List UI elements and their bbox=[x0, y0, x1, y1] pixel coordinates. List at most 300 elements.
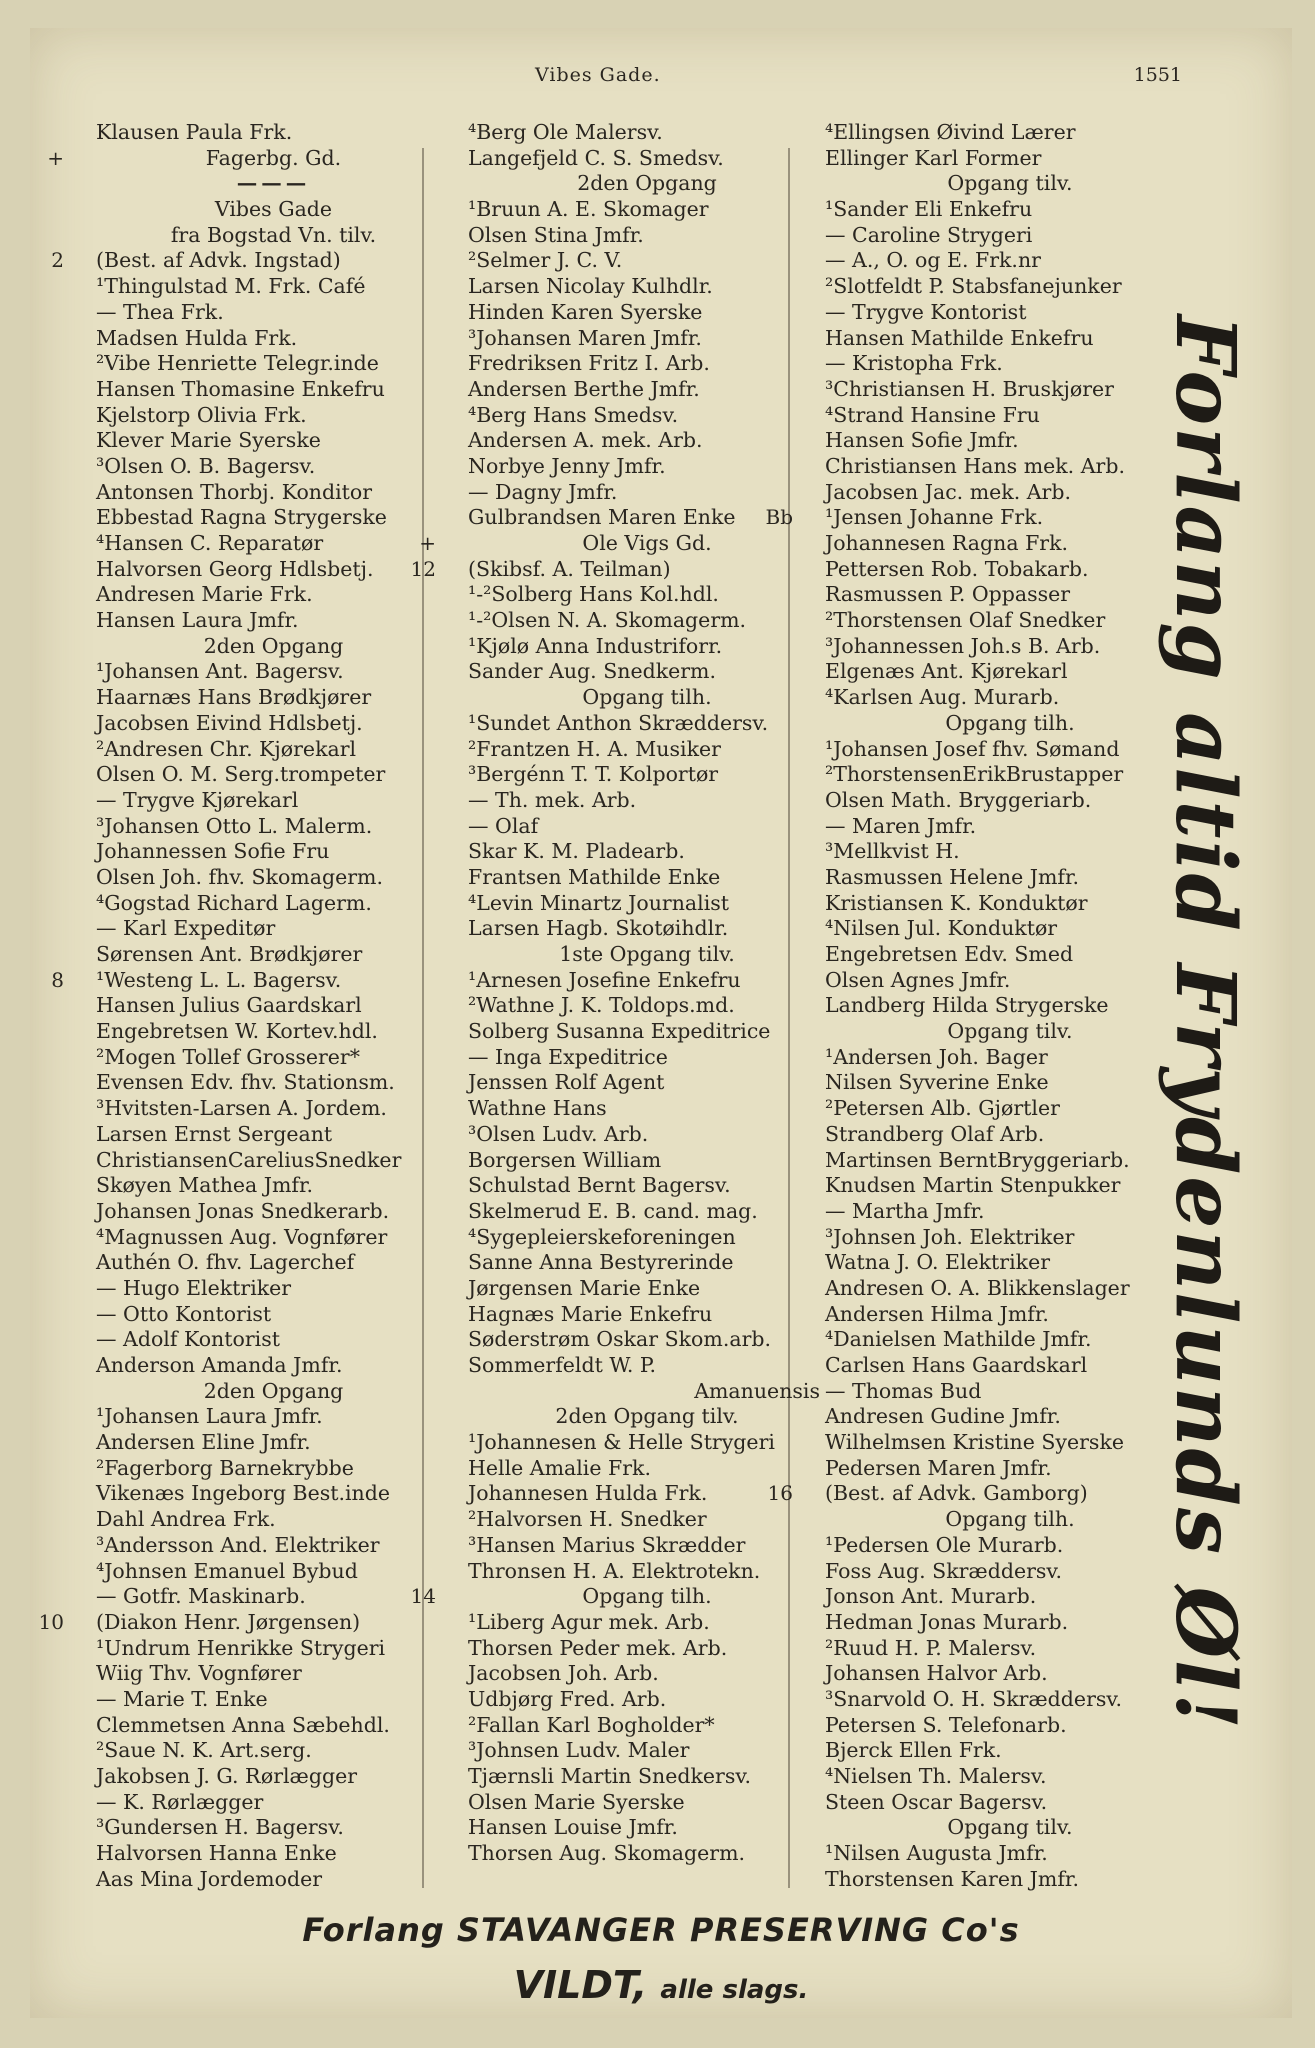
directory-entry-text: Wiig Thv. Vognfører bbox=[96, 1661, 302, 1686]
directory-entry-text: Fredriksen Fritz I. Arb. bbox=[468, 351, 710, 376]
directory-entry bbox=[438, 1559, 826, 1585]
directory-entry-text: — A., O. og E. Frk.nr bbox=[825, 248, 1041, 273]
directory-entry-text: Vikenæs Ingeborg Best.inde bbox=[96, 1481, 391, 1506]
directory-entry-text: — Maren Jmfr. bbox=[825, 813, 977, 838]
directory-entry-text: — Karl Expeditør bbox=[96, 916, 276, 941]
directory-entry-text: Hagnæs Marie Enkefru bbox=[468, 1301, 713, 1326]
directory-entry-text: Authén O. fhv. Lagerchef bbox=[96, 1250, 355, 1275]
directory-entry-text: Andersen Eline Jmfr. bbox=[96, 1430, 311, 1455]
directory-entry bbox=[438, 1661, 826, 1687]
directory-entry-text: Olsen O. M. Serg.trompeter bbox=[96, 762, 386, 787]
cross-street-marker: + bbox=[419, 531, 436, 555]
directory-entry-text: Opgang tilh. bbox=[582, 1584, 712, 1609]
directory-entry bbox=[795, 634, 1195, 660]
directory-entry-text: — Dagny Jmfr. bbox=[468, 479, 618, 504]
directory-entry-text: Knudsen Martin Stenpukker bbox=[825, 1173, 1121, 1198]
directory-entry-text: Kristiansen K. Konduktør bbox=[825, 890, 1088, 915]
directory-entry-text: Hansen Laura Jmfr. bbox=[96, 608, 299, 633]
directory-entry-text: Hansen Julius Gaardskarl bbox=[96, 993, 362, 1018]
directory-entry-text: Sørensen Ant. Brødkjører bbox=[96, 942, 363, 966]
directory-entry bbox=[66, 351, 451, 377]
house-number: 16 bbox=[767, 1481, 793, 1506]
directory-entry bbox=[795, 1815, 1195, 1841]
directory-entry-text: — Martha Jmfr. bbox=[825, 1198, 985, 1223]
directory-entry bbox=[438, 1122, 826, 1148]
directory-entry-text: ²Andresen Chr. Kjørekarl bbox=[96, 736, 357, 761]
directory-entry bbox=[795, 865, 1195, 891]
directory-entry bbox=[795, 993, 1195, 1019]
directory-entry bbox=[438, 1533, 826, 1559]
directory-entry-text: Carlsen Hans Gaardskarl bbox=[825, 1353, 1088, 1377]
directory-column-3 bbox=[765, 120, 1195, 1892]
directory-entry-text: — Th. mek. Arb. bbox=[468, 787, 637, 812]
directory-entry-text: ²Halvorsen H. Snedker bbox=[468, 1507, 707, 1532]
directory-entry-text: Frantsen Mathilde Enke bbox=[468, 864, 721, 889]
directory-entry bbox=[66, 300, 451, 326]
directory-entry bbox=[438, 1815, 826, 1841]
directory-entry-text: ⁴Berg Ole Malersv. bbox=[468, 120, 663, 144]
directory-entry bbox=[438, 1276, 826, 1302]
directory-entry bbox=[795, 711, 1195, 737]
directory-entry bbox=[66, 223, 451, 249]
cross-street-marker: + bbox=[47, 145, 64, 170]
directory-entry-text: Søderstrøm Oskar Skom.arb. bbox=[468, 1327, 772, 1352]
directory-entry-text: Engebretsen W. Kortev.hdl. bbox=[96, 1019, 378, 1044]
directory-entry-text: Hansen Louise Jmfr. bbox=[468, 1815, 678, 1840]
directory-entry bbox=[438, 685, 826, 711]
directory-entry-text: ³Johnsen Ludv. Maler bbox=[468, 1738, 690, 1763]
directory-entry-text: ⁴Karlsen Aug. Murarb. bbox=[825, 685, 1060, 710]
directory-entry bbox=[438, 1404, 826, 1430]
directory-entry bbox=[66, 608, 451, 634]
directory-entry bbox=[66, 531, 451, 557]
directory-entry-text: — Adolf Kontorist bbox=[96, 1327, 280, 1352]
directory-entry-text: ³Christiansen H. Bruskjører bbox=[825, 376, 1114, 401]
directory-entry bbox=[795, 1379, 1195, 1405]
directory-entry bbox=[795, 120, 1195, 146]
directory-entry-text: ²Petersen Alb. Gjørtler bbox=[825, 1096, 1060, 1121]
directory-entry bbox=[66, 891, 451, 917]
directory-entry-text: Skar K. M. Pladearb. bbox=[468, 839, 685, 864]
directory-entry bbox=[66, 274, 451, 300]
directory-entry-text: ChristiansenCareliusSnedker bbox=[96, 1147, 402, 1172]
directory-entry bbox=[66, 1122, 451, 1148]
directory-entry-text: Johansen Halvor Arb. bbox=[825, 1661, 1048, 1686]
directory-entry bbox=[66, 762, 451, 788]
directory-entry-text: Jacobsen Eivind Hdlsbetj. bbox=[96, 710, 363, 735]
directory-entry bbox=[795, 274, 1195, 300]
directory-entry-text: Borgersen William bbox=[468, 1147, 662, 1172]
directory-entry-text: Skelmerud E. B. cand. mag. bbox=[468, 1198, 758, 1223]
directory-entry-text: Opgang tilv. bbox=[947, 1019, 1073, 1044]
directory-entry bbox=[66, 1276, 451, 1302]
directory-entry-text: 2den Opgang bbox=[203, 633, 344, 658]
directory-entry-text: Larsen Ernst Sergeant bbox=[96, 1121, 333, 1146]
directory-entry-text: ⁴Strand Hansine Fru bbox=[825, 402, 1040, 427]
directory-entry-text: ⁴Sygepleierskeforeningen bbox=[468, 1224, 736, 1249]
directory-entry-text: ³Gundersen H. Bagersv. bbox=[96, 1815, 344, 1840]
directory-entry-text: ³Olsen Ludv. Arb. bbox=[468, 1121, 649, 1146]
directory-entry bbox=[66, 634, 451, 660]
directory-entry bbox=[66, 1327, 451, 1353]
directory-entry bbox=[66, 1173, 451, 1199]
directory-entry bbox=[438, 1353, 826, 1379]
directory-entry-text: ⁴Ellingsen Øivind Lærer bbox=[825, 120, 1076, 144]
directory-entry bbox=[795, 1199, 1195, 1225]
directory-entry-text: Elgenæs Ant. Kjørekarl bbox=[825, 659, 1068, 684]
directory-entry-text: ¹Johansen Ant. Bagersv. bbox=[96, 659, 344, 684]
directory-entry-text: Nilsen Syverine Enke bbox=[825, 1070, 1049, 1095]
directory-entry-text: Johannessen Sofie Fru bbox=[96, 839, 330, 864]
directory-entry-text: ¹Bruun A. E. Skomager bbox=[468, 197, 709, 222]
directory-entry bbox=[66, 993, 451, 1019]
directory-entry-text: — Trygve Kontorist bbox=[825, 299, 1027, 324]
directory-entry bbox=[795, 403, 1195, 429]
directory-entry-text: (Diakon Henr. Jørgensen) bbox=[96, 1609, 361, 1634]
directory-entry-text: Gulbrandsen Maren Enke bbox=[468, 505, 736, 530]
directory-entry-text: ²Fallan Karl Bogholder* bbox=[468, 1712, 715, 1737]
directory-entry bbox=[795, 171, 1195, 197]
directory-entry-text: Solberg Susanna Expeditrice bbox=[468, 1019, 771, 1044]
directory-entry bbox=[66, 1250, 451, 1276]
directory-entry bbox=[438, 993, 826, 1019]
directory-entry-text: Rasmussen Helene Jmfr. bbox=[825, 864, 1080, 889]
page-number: 1551 bbox=[1133, 64, 1182, 86]
directory-entry bbox=[66, 942, 451, 968]
directory-entry bbox=[795, 814, 1195, 840]
directory-entry-text: Watna J. O. Elektriker bbox=[825, 1250, 1051, 1275]
directory-entry bbox=[438, 197, 826, 223]
directory-entry-text: — Caroline Strygeri bbox=[825, 222, 1033, 247]
directory-entry-text: ⁴Hansen C. Reparatør bbox=[96, 531, 324, 555]
directory-entry bbox=[438, 788, 826, 814]
directory-entry bbox=[438, 120, 826, 146]
directory-entry-text: — Trygve Kjørekarl bbox=[96, 787, 299, 812]
directory-entry bbox=[66, 1636, 451, 1662]
directory-entry-text: Andersen Hilma Jmfr. bbox=[825, 1301, 1049, 1326]
directory-entry-text: Kjelstorp Olivia Frk. bbox=[96, 402, 307, 427]
directory-entry-text: ³Hvitsten-Larsen A. Jordem. bbox=[96, 1096, 387, 1121]
directory-entry-text: Olsen Stina Jmfr. bbox=[468, 222, 644, 247]
directory-entry-text: Jonson Ant. Murarb. bbox=[825, 1584, 1037, 1609]
directory-entry-text: Olsen Math. Bryggeriarb. bbox=[825, 787, 1092, 812]
directory-entry-text: Thronsen H. A. Elektrotekn. bbox=[468, 1558, 761, 1583]
directory-entry bbox=[438, 274, 826, 300]
directory-entry bbox=[795, 146, 1195, 172]
directory-entry-text: ¹Kjølø Anna Industriforr. bbox=[468, 633, 723, 658]
directory-entry-text: ¹Johansen Laura Jmfr. bbox=[96, 1404, 323, 1429]
directory-entry-text: ²Vibe Henriette Telegr.inde bbox=[96, 351, 379, 376]
directory-entry bbox=[410, 556, 826, 583]
directory-entry bbox=[795, 608, 1195, 634]
directory-entry bbox=[438, 1610, 826, 1636]
directory-entry-text: Andersen A. mek. Arb. bbox=[468, 428, 703, 453]
directory-entry-text: Helle Amalie Frk. bbox=[468, 1455, 651, 1480]
street-title: Vibes Gade. bbox=[535, 64, 661, 86]
directory-entry-text: (Skibsf. A. Teilman) bbox=[468, 556, 671, 581]
directory-entry-text: Opgang tilh. bbox=[945, 710, 1075, 735]
bottom-advertisement-small: alle slags. bbox=[660, 1975, 809, 2005]
directory-entry-text: ³Hansen Marius Skrædder bbox=[468, 1532, 746, 1557]
directory-entry bbox=[438, 608, 826, 634]
directory-entry bbox=[795, 1559, 1195, 1585]
directory-entry-text: ²Ruud H. P. Malersv. bbox=[825, 1635, 1037, 1660]
directory-entry-text: (Best. af Advk. Gamborg) bbox=[825, 1481, 1088, 1506]
directory-entry bbox=[438, 171, 826, 197]
bottom-advertisement-line1: Forlang STAVANGER PRESERVING Co's bbox=[302, 1911, 1020, 1949]
directory-entry-text: Ole Vigs Gd. bbox=[582, 531, 712, 555]
directory-entry-text: Ellinger Karl Former bbox=[825, 145, 1042, 170]
directory-entry-text: Hedman Jonas Murarb. bbox=[825, 1609, 1069, 1634]
directory-entry bbox=[795, 582, 1195, 608]
directory-entry bbox=[66, 711, 451, 737]
directory-entry bbox=[795, 968, 1195, 994]
directory-entry-text: — Thomas Bud bbox=[825, 1378, 982, 1403]
directory-entry bbox=[438, 1636, 826, 1662]
directory-entry bbox=[438, 659, 826, 685]
directory-entry bbox=[66, 1430, 451, 1456]
directory-entry-text: ¹Westeng L. L. Bagersv. bbox=[96, 967, 342, 992]
directory-entry-text: — Kristopha Frk. bbox=[825, 351, 1003, 376]
directory-entry bbox=[66, 839, 451, 865]
directory-entry bbox=[438, 1045, 826, 1071]
directory-entry bbox=[795, 1687, 1195, 1713]
directory-entry-text: ³Johansen Maren Jmfr. bbox=[468, 325, 702, 350]
directory-entry bbox=[438, 737, 826, 763]
house-number: 14 bbox=[410, 1584, 436, 1609]
directory-entry-text: Strandberg Olaf Arb. bbox=[825, 1121, 1045, 1146]
directory-entry-text: ³Andersson And. Elektriker bbox=[96, 1532, 380, 1557]
directory-entry-text: — K. Rørlægger bbox=[96, 1789, 264, 1814]
directory-entry bbox=[66, 1379, 451, 1405]
directory-entry bbox=[438, 1456, 826, 1482]
directory-entry bbox=[795, 788, 1195, 814]
directory-entry bbox=[795, 1636, 1195, 1662]
directory-entry bbox=[795, 1019, 1195, 1045]
directory-entry-text: Hansen Mathilde Enkefru bbox=[825, 325, 1094, 350]
directory-entry bbox=[66, 1841, 451, 1867]
directory-entry bbox=[66, 582, 451, 608]
directory-entry bbox=[438, 1225, 826, 1251]
directory-entry-text: Klever Marie Syerske bbox=[96, 428, 321, 453]
directory-entry bbox=[66, 377, 451, 403]
directory-entry-text: ⁴Johnsen Emanuel Bybud bbox=[96, 1558, 358, 1583]
directory-entry-text: ⁴Nielsen Th. Malersv. bbox=[825, 1764, 1047, 1788]
directory-entry bbox=[438, 377, 826, 403]
directory-entry bbox=[438, 839, 826, 865]
directory-entry bbox=[66, 1738, 451, 1764]
directory-entry-text: Amanuensis bbox=[694, 1378, 820, 1403]
directory-entry bbox=[66, 1456, 451, 1482]
directory-entry bbox=[438, 634, 826, 660]
directory-entry-text: ³Johnsen Joh. Elektriker bbox=[825, 1224, 1075, 1249]
directory-entry bbox=[795, 1173, 1195, 1199]
directory-entry-text: ¹Pedersen Ole Murarb. bbox=[825, 1532, 1064, 1557]
directory-entry-text: Opgang tilh. bbox=[945, 1507, 1075, 1532]
directory-entry-text: Olsen Agnes Jmfr. bbox=[825, 967, 1011, 992]
directory-entry-text: Andersen Berthe Jmfr. bbox=[468, 376, 700, 401]
directory-entry-text: ²Wathne J. K. Toldops.md. bbox=[468, 993, 735, 1018]
directory-entry bbox=[66, 326, 451, 352]
directory-entry-text: Thorsen Aug. Skomagerm. bbox=[468, 1841, 746, 1866]
directory-entry-text: Opgang tilv. bbox=[947, 171, 1073, 196]
directory-entry bbox=[795, 762, 1195, 788]
directory-entry-text: Aas Mina Jordemoder bbox=[96, 1866, 323, 1891]
directory-entry-text: Olsen Joh. fhv. Skomagerm. bbox=[96, 864, 383, 889]
directory-column-1 bbox=[38, 120, 451, 1892]
directory-entry-text: ⁴Berg Hans Smedsv. bbox=[468, 402, 679, 427]
directory-entry-text: ¹-²Olsen N. A. Skomagerm. bbox=[468, 608, 747, 633]
directory-entry bbox=[66, 865, 451, 891]
directory-entry-text: Rasmussen P. Oppasser bbox=[825, 582, 1071, 607]
directory-entry bbox=[795, 1584, 1195, 1610]
directory-entry bbox=[438, 865, 826, 891]
directory-entry bbox=[66, 1507, 451, 1533]
house-number: Bb bbox=[765, 505, 793, 530]
directory-entry-text: Opgang tilh. bbox=[582, 685, 712, 710]
directory-entry bbox=[66, 1713, 451, 1739]
directory-entry bbox=[438, 351, 826, 377]
directory-entry bbox=[438, 1430, 826, 1456]
directory-entry bbox=[66, 1559, 451, 1585]
directory-entry-text: ³Olsen O. B. Bagersv. bbox=[96, 453, 316, 478]
directory-entry-text: Olsen Marie Syerske bbox=[468, 1789, 685, 1814]
directory-entry bbox=[66, 1687, 451, 1713]
directory-entry-text: Sanne Anna Bestyrerinde bbox=[468, 1250, 734, 1275]
directory-entry bbox=[438, 814, 826, 840]
directory-entry bbox=[795, 351, 1195, 377]
directory-entry bbox=[66, 1096, 451, 1122]
directory-entry bbox=[66, 557, 451, 583]
directory-entry bbox=[795, 1841, 1195, 1867]
directory-entry bbox=[66, 1790, 451, 1816]
directory-entry bbox=[795, 942, 1195, 968]
directory-entry-text: ³Bergénn T. T. Kolportør bbox=[468, 762, 719, 787]
directory-entry bbox=[66, 1764, 451, 1790]
directory-entry bbox=[795, 531, 1195, 557]
directory-entry bbox=[795, 300, 1195, 326]
directory-entry bbox=[66, 788, 451, 814]
directory-entry bbox=[66, 428, 451, 454]
directory-entry bbox=[795, 1661, 1195, 1687]
directory-entry bbox=[795, 1713, 1195, 1739]
directory-entry bbox=[66, 1302, 451, 1328]
directory-entry bbox=[438, 1379, 826, 1405]
directory-entry bbox=[66, 659, 451, 685]
directory-entry-text: Bjerck Ellen Frk. bbox=[825, 1738, 1002, 1763]
directory-entry bbox=[66, 171, 451, 197]
directory-entry-text: Wathne Hans bbox=[468, 1096, 607, 1121]
house-number: 8 bbox=[51, 967, 64, 992]
directory-entry bbox=[795, 428, 1195, 454]
directory-entry-text: ²Fagerborg Barnekrybbe bbox=[96, 1455, 354, 1480]
directory-entry-text: ¹Liberg Agur mek. Arb. bbox=[468, 1609, 710, 1634]
directory-entry bbox=[795, 1250, 1195, 1276]
directory-entry bbox=[438, 762, 826, 788]
directory-entry-text: Schulstad Bernt Bagersv. bbox=[468, 1173, 731, 1198]
directory-entry bbox=[438, 1173, 826, 1199]
directory-entry-text: Larsen Nicolay Kulhdlr. bbox=[468, 274, 713, 299]
directory-entry bbox=[66, 1045, 451, 1071]
directory-entry-text: ⁴Levin Minartz Journalist bbox=[468, 890, 730, 915]
directory-page bbox=[30, 28, 1292, 2018]
directory-entry bbox=[795, 454, 1195, 480]
directory-entry-text: (Best. af Advk. Ingstad) bbox=[96, 248, 341, 273]
directory-entry-text: Dahl Andrea Frk. bbox=[96, 1507, 276, 1532]
directory-entry bbox=[438, 1019, 826, 1045]
directory-entry-text: ¹Johansen Josef fhv. Sømand bbox=[825, 736, 1120, 761]
directory-entry bbox=[66, 1148, 451, 1174]
directory-entry bbox=[438, 1199, 826, 1225]
directory-entry-text: ²ThorstensenErikBrustapper bbox=[825, 762, 1124, 787]
directory-entry-text: ¹Sundet Anthon Skræddersv. bbox=[468, 710, 769, 735]
directory-entry bbox=[795, 737, 1195, 763]
directory-entry-text: — Marie T. Enke bbox=[96, 1686, 268, 1711]
directory-entry bbox=[438, 248, 826, 274]
directory-entry bbox=[795, 326, 1195, 352]
directory-entry bbox=[66, 505, 451, 531]
directory-entry-text: Christiansen Hans mek. Arb. bbox=[825, 453, 1125, 478]
directory-entry-text: ¹Jensen Johanne Frk. bbox=[825, 505, 1044, 530]
directory-entry-text: ⁴Danielsen Mathilde Jmfr. bbox=[825, 1327, 1092, 1352]
directory-entry-text: 1ste Opgang tilv. bbox=[559, 942, 735, 966]
directory-entry-text: ⁴Magnussen Aug. Vognfører bbox=[96, 1224, 388, 1249]
directory-entry-text: Wilhelmsen Kristine Syerske bbox=[825, 1430, 1124, 1455]
directory-entry bbox=[438, 454, 826, 480]
directory-entry-text: ——— bbox=[236, 171, 311, 196]
directory-entry bbox=[795, 1533, 1195, 1559]
directory-entry-text: Halvorsen Hanna Enke bbox=[96, 1841, 337, 1866]
directory-entry bbox=[66, 814, 451, 840]
directory-entry bbox=[438, 146, 826, 172]
directory-entry bbox=[66, 1019, 451, 1045]
directory-entry bbox=[51, 967, 451, 994]
directory-entry bbox=[66, 1225, 451, 1251]
directory-entry-text: Evensen Edv. fhv. Stationsm. bbox=[96, 1070, 395, 1095]
directory-entry bbox=[66, 197, 451, 223]
directory-entry bbox=[438, 1327, 826, 1353]
directory-entry bbox=[795, 1764, 1195, 1790]
directory-entry bbox=[795, 1430, 1195, 1456]
directory-entry-text: ¹Nilsen Augusta Jmfr. bbox=[825, 1841, 1048, 1866]
directory-entry bbox=[795, 1867, 1195, 1893]
directory-entry bbox=[47, 145, 451, 172]
directory-entry-text: ²Saue N. K. Art.serg. bbox=[96, 1738, 312, 1763]
directory-entry bbox=[66, 454, 451, 480]
house-number: 12 bbox=[410, 556, 436, 581]
directory-entry bbox=[438, 891, 826, 917]
directory-entry bbox=[795, 1456, 1195, 1482]
directory-entry-text: Halvorsen Georg Hdlsbetj. bbox=[96, 556, 374, 581]
directory-entry bbox=[438, 1713, 826, 1739]
directory-entry bbox=[795, 659, 1195, 685]
directory-entry bbox=[795, 1276, 1195, 1302]
directory-entry bbox=[438, 1841, 826, 1867]
directory-entry bbox=[410, 1584, 826, 1610]
directory-entry-text: Engebretsen Edv. Smed bbox=[825, 942, 1074, 966]
directory-entry bbox=[795, 1327, 1195, 1353]
directory-entry-text: — Thea Frk. bbox=[96, 299, 224, 324]
directory-entry-text: ²Slotfeldt P. Stabsfanejunker bbox=[825, 274, 1122, 299]
bottom-advertisement-line2 bbox=[30, 1963, 1292, 2007]
directory-entry-text: Johannesen Ragna Frk. bbox=[825, 531, 1069, 555]
directory-entry bbox=[795, 891, 1195, 917]
directory-entry-text: Sander Aug. Snedkerm. bbox=[468, 659, 717, 684]
directory-entry bbox=[438, 1096, 826, 1122]
directory-entry bbox=[438, 1302, 826, 1328]
directory-entry bbox=[51, 248, 451, 274]
directory-entry bbox=[795, 1070, 1195, 1096]
